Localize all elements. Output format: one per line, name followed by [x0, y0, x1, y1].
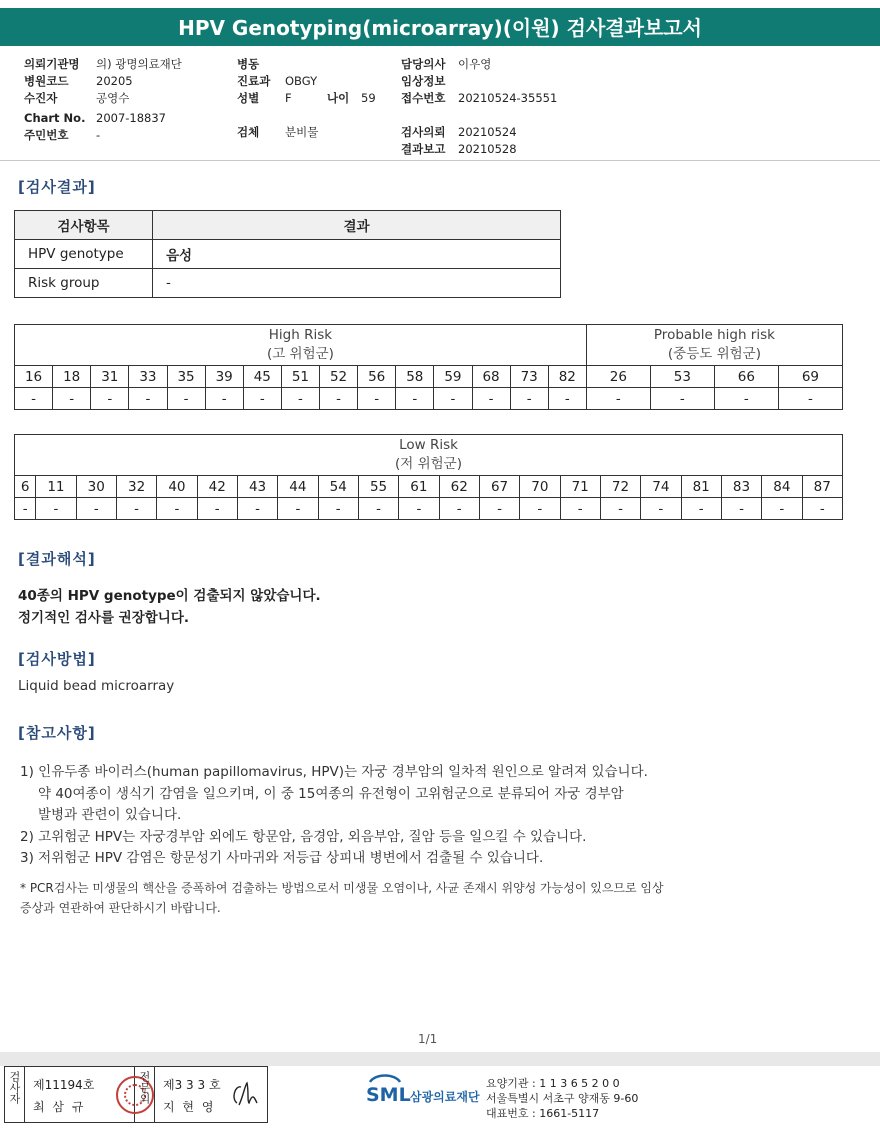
signature-box: [4, 1066, 268, 1123]
examiner-cell: [25, 1067, 135, 1122]
col-result-header: 결과: [153, 211, 561, 240]
info-value: 공영수: [96, 91, 130, 105]
info-label: 의뢰기관명: [24, 57, 80, 71]
hpv-result-cell: -: [15, 388, 53, 410]
info-label: Chart No.: [24, 111, 86, 125]
org-name: 삼광의료재단: [410, 1090, 480, 1104]
hpv-result-cell: -: [721, 498, 761, 520]
hpv-type-cell: 11: [36, 476, 76, 498]
hpv-result-cell: -: [205, 388, 243, 410]
info-value: F: [285, 91, 292, 105]
hpv-type-cell: 32: [116, 476, 156, 498]
info-value: 의) 광명의료재단: [96, 57, 182, 71]
hpv-type-cell: 72: [600, 476, 640, 498]
info-row: [401, 124, 557, 141]
hpv-type-cell: 56: [358, 366, 396, 388]
hpv-type-cell: 62: [439, 476, 479, 498]
hpv-result-cell: -: [116, 498, 156, 520]
top-border: [0, 0, 880, 8]
hpv-type-cell: 68: [472, 366, 510, 388]
hpv-type-cell: 87: [802, 476, 843, 498]
hpv-type-cell: 16: [15, 366, 53, 388]
hpv-result-cell: -: [76, 498, 116, 520]
result-item: Risk group: [15, 269, 153, 298]
hpv-type-cell: 33: [129, 366, 167, 388]
hpv-type-cell: 61: [399, 476, 439, 498]
result-value: -: [153, 269, 561, 298]
high-risk-table: [14, 324, 843, 410]
info-row: [401, 73, 557, 90]
fine-print-line: 증상과 연관하여 판단하시기 바랍니다.: [20, 901, 221, 915]
fine-print-line: * PCR검사는 미생물의 핵산을 증폭하여 검출하는 방법으로서 미생물 오염이나, 사균 존재시 위양성 가능성이 있으므로 임상: [20, 881, 664, 895]
hpv-result-cell: -: [237, 498, 277, 520]
hpv-type-cell: 44: [278, 476, 318, 498]
section-interpretation-title: [결과해석]: [18, 550, 96, 568]
info-label: 접수번호: [401, 91, 446, 105]
note-line: 2) 고위험군 HPV는 자궁경부암 외에도 항문암, 음경암, 외음부암, 질암 등을 일으킬 수 있습니다.: [20, 828, 587, 845]
hpv-type-cell: 6: [15, 476, 36, 498]
hpv-result-cell: -: [281, 388, 319, 410]
hpv-type-cell: 51: [281, 366, 319, 388]
info-row: [24, 127, 182, 144]
hpv-type-cell: 45: [243, 366, 281, 388]
report-title: HPV Genotyping(microarray)(이원) 검사결과보고서: [0, 8, 880, 46]
hpv-type-cell: 39: [205, 366, 243, 388]
hpv-type-cell: 59: [434, 366, 472, 388]
hpv-result-cell: -: [358, 388, 396, 410]
hpv-result-cell: -: [278, 498, 318, 520]
info-label: 검체: [237, 125, 260, 139]
hpv-result-cell: -: [714, 388, 778, 410]
hpv-type-cell: 67: [479, 476, 519, 498]
hpv-result-cell: -: [129, 388, 167, 410]
high-risk-header: [15, 325, 587, 366]
hpv-result-cell: -: [318, 498, 358, 520]
hpv-type-cell: 70: [520, 476, 560, 498]
value-row: [15, 388, 843, 410]
note-line: 1) 인유두종 바이러스(human papillomavirus, HPV)는 자궁 경부암의 일차적 원인으로 알려져 있습니다.: [20, 764, 648, 780]
info-row: [24, 90, 182, 107]
hpv-result-cell: -: [650, 388, 714, 410]
hpv-type-cell: 58: [396, 366, 434, 388]
hpv-result-cell: -: [167, 388, 205, 410]
info-row: [401, 141, 557, 158]
hpv-type-cell: 73: [510, 366, 548, 388]
info-row: [237, 73, 318, 90]
info-row: [401, 90, 557, 107]
hpv-type-cell: 82: [548, 366, 586, 388]
hpv-result-cell: -: [399, 498, 439, 520]
hpv-result-cell: -: [641, 498, 681, 520]
type-row: [15, 366, 843, 388]
hpv-result-cell: -: [197, 498, 237, 520]
section-reference-title: [참고사항]: [18, 724, 96, 742]
approver-license-no: 제3 3 3 호: [163, 1078, 221, 1092]
hpv-type-cell: 74: [641, 476, 681, 498]
table-header-row: [15, 435, 843, 476]
hpv-result-cell: -: [243, 388, 281, 410]
sml-logo-text: SML: [366, 1084, 411, 1106]
low-risk-header: [15, 435, 843, 476]
hpv-result-cell: -: [586, 388, 650, 410]
info-value: 분비물: [285, 125, 319, 139]
info-value: 20205: [96, 74, 133, 88]
hpv-type-cell: 30: [76, 476, 116, 498]
probable-high-risk-subtitle: (중등도 위험군): [667, 346, 761, 362]
info-row: [237, 56, 318, 73]
hpv-type-cell: 35: [167, 366, 205, 388]
hpv-result-cell: -: [396, 388, 434, 410]
hpv-type-cell: 83: [721, 476, 761, 498]
footer-band: [0, 1052, 880, 1066]
hpv-type-cell: 31: [91, 366, 129, 388]
age-field: [327, 90, 376, 107]
info-row: [401, 56, 557, 73]
info-value: 20210528: [458, 142, 517, 156]
info-label: 주민번호: [24, 128, 69, 142]
approver-name: 지 현 영: [163, 1100, 216, 1114]
table-row: [15, 240, 561, 269]
info-value: 20210524-35551: [458, 91, 558, 105]
approver-cell: [155, 1067, 267, 1122]
patient-info-left: [24, 56, 182, 144]
result-value: 음성: [153, 240, 561, 269]
hpv-result-cell: -: [600, 498, 640, 520]
divider: [0, 160, 880, 161]
info-row: [237, 90, 318, 107]
hpv-result-cell: -: [53, 388, 91, 410]
interpretation-line-1: 40종의 HPV genotype이 검출되지 않았습니다.: [18, 588, 321, 604]
note-line: 발병과 관련이 있습니다.: [38, 807, 182, 823]
result-item: HPV genotype: [15, 240, 153, 269]
hpv-type-cell: 84: [762, 476, 802, 498]
info-label: 성별: [237, 91, 260, 105]
note-line: 약 40여종이 생식기 감염을 일으키며, 이 중 15여종의 유전형이 고위험군으로 분류되어 자궁 경부암: [38, 785, 624, 802]
hpv-result-cell: -: [157, 498, 197, 520]
col-item-header: 검사항목: [15, 211, 153, 240]
hpv-type-cell: 71: [560, 476, 600, 498]
hpv-result-cell: -: [681, 498, 721, 520]
signature-icon: [227, 1077, 263, 1113]
section-result-title: [검사결과]: [18, 178, 96, 196]
hpv-result-cell: -: [778, 388, 842, 410]
hpv-result-cell: -: [560, 498, 600, 520]
info-label: 임상정보: [401, 74, 446, 88]
low-risk-title: Low Risk: [399, 437, 458, 453]
fine-print: [20, 878, 664, 918]
hpv-result-cell: -: [91, 388, 129, 410]
info-label: 병동: [237, 57, 260, 71]
high-risk-title: High Risk: [268, 327, 333, 343]
hpv-result-cell: -: [15, 498, 36, 520]
examiner-label: 검사자: [5, 1067, 25, 1122]
examiner-license-no: 제11194호: [33, 1078, 95, 1092]
patient-info-middle: [237, 56, 318, 141]
hpv-type-cell: 40: [157, 476, 197, 498]
footer-line-1: 요양기관 : 1 1 3 6 5 2 0 0: [486, 1077, 620, 1090]
hpv-type-cell: 18: [53, 366, 91, 388]
approver-label: 전문의: [135, 1067, 155, 1122]
info-label: 진료과: [237, 74, 271, 88]
hpv-type-cell: 42: [197, 476, 237, 498]
low-risk-subtitle: (저 위험군): [395, 456, 462, 472]
hpv-result-cell: -: [548, 388, 586, 410]
method-text: Liquid bead microarray: [18, 678, 175, 694]
info-row: [24, 73, 182, 90]
high-risk-subtitle: (고 위험군): [266, 346, 334, 362]
hpv-result-cell: -: [434, 388, 472, 410]
info-label: 결과보고: [401, 142, 446, 156]
hpv-result-cell: -: [358, 498, 398, 520]
info-label: 병원코드: [24, 74, 69, 88]
note-line: 3) 저위험군 HPV 감염은 항문성기 사마귀와 저등급 상피내 병변에서 검출될 수 있습니다.: [20, 850, 544, 866]
result-table-header: [15, 211, 561, 240]
hpv-result-cell: -: [762, 498, 802, 520]
info-value: 20210524: [458, 125, 517, 139]
hpv-result-cell: -: [520, 498, 560, 520]
table-row: [15, 269, 561, 298]
hpv-type-cell: 55: [358, 476, 398, 498]
hpv-type-cell: 54: [318, 476, 358, 498]
value-row: [15, 498, 843, 520]
probable-high-risk-header: [586, 325, 842, 366]
hpv-type-cell: 43: [237, 476, 277, 498]
patient-info-right: [401, 56, 557, 158]
hpv-result-cell: -: [510, 388, 548, 410]
footer-line-2: 서울특별시 서초구 양재동 9-60: [486, 1092, 639, 1105]
page-number: 1/1: [418, 1032, 438, 1046]
hpv-result-cell: -: [472, 388, 510, 410]
examiner-name: 최 삼 규: [33, 1100, 86, 1114]
hpv-type-cell: 69: [778, 366, 842, 388]
reference-notes: [20, 762, 648, 870]
hpv-type-cell: 26: [586, 366, 650, 388]
type-row: [15, 476, 843, 498]
hpv-type-cell: 81: [681, 476, 721, 498]
footer-line-3: 대표번호 : 1661-5117: [486, 1107, 600, 1120]
info-value: 이우영: [458, 57, 492, 71]
probable-high-risk-title: Probable high risk: [653, 327, 775, 343]
info-value: -: [96, 128, 101, 142]
info-value: 2007-18837: [96, 111, 166, 125]
age-value: 59: [361, 91, 376, 105]
hpv-result-cell: -: [320, 388, 358, 410]
hpv-type-cell: 66: [714, 366, 778, 388]
info-value: OBGY: [285, 74, 318, 88]
info-row: [24, 56, 182, 73]
low-risk-table: [14, 434, 843, 520]
age-label: 나이: [327, 91, 350, 105]
hpv-result-cell: -: [439, 498, 479, 520]
info-row: [24, 110, 182, 127]
info-label: 담당의사: [401, 57, 446, 71]
info-row: [237, 124, 318, 141]
info-label: 수진자: [24, 91, 58, 105]
hpv-result-cell: -: [802, 498, 843, 520]
hpv-type-cell: 53: [650, 366, 714, 388]
hpv-result-cell: -: [479, 498, 519, 520]
result-table: [14, 210, 561, 298]
interpretation-line-2: 정기적인 검사를 권장합니다.: [18, 610, 190, 626]
section-method-title: [검사방법]: [18, 650, 96, 668]
info-label: 검사의뢰: [401, 125, 446, 139]
table-header-row: [15, 325, 843, 366]
hpv-result-cell: -: [36, 498, 76, 520]
hpv-type-cell: 52: [320, 366, 358, 388]
